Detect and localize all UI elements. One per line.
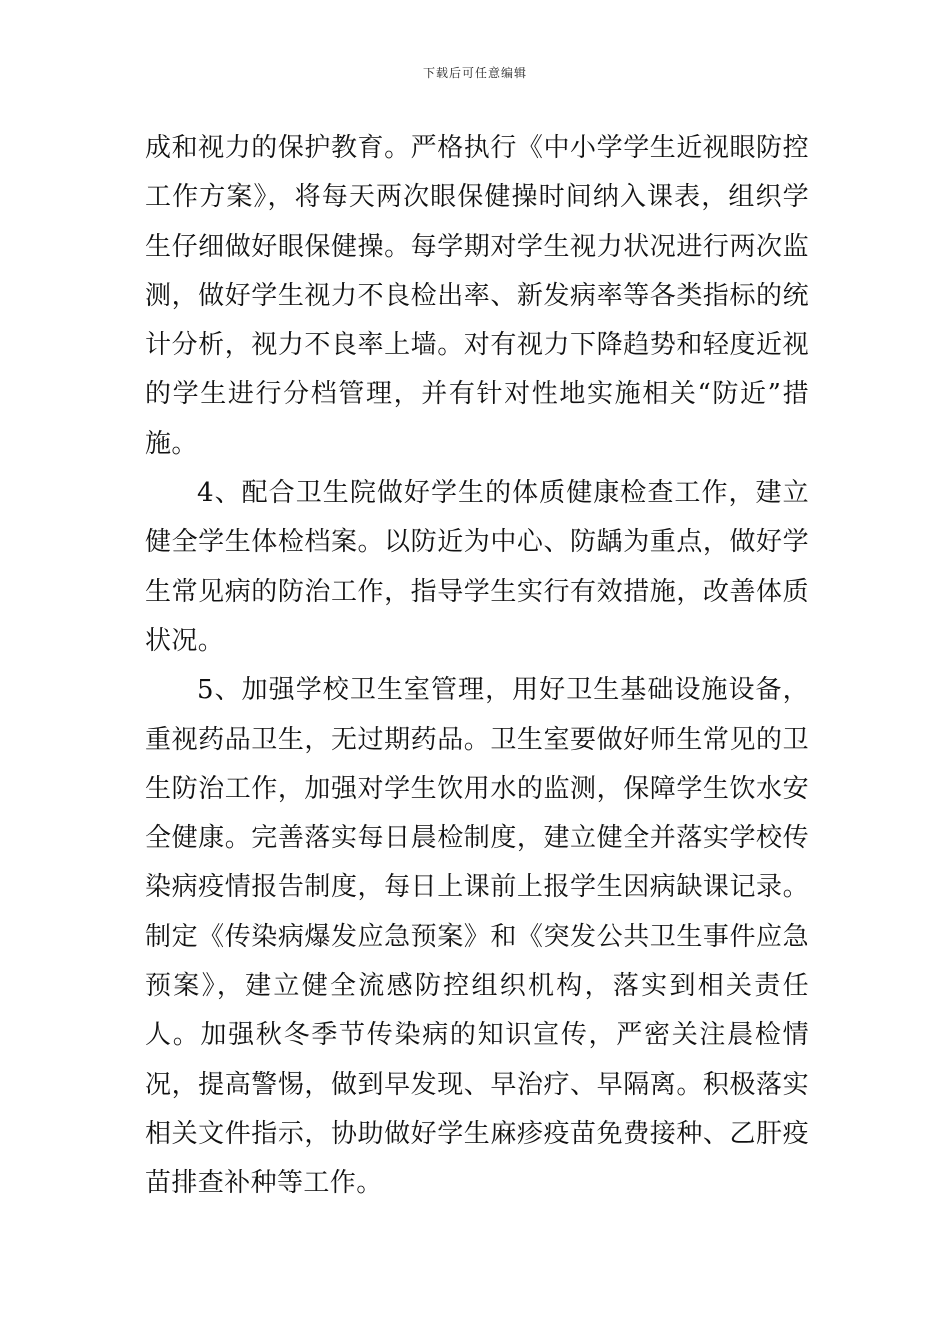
header-editable-note: 下载后可任意编辑 (422, 66, 527, 80)
document-body (145, 124, 809, 1209)
paragraph-item-5-clinic-management: 5、加强学校卫生室管理，用好卫生基础设施设备，重视药品卫生，无过期药品。卫生室要做好师生常见的卫生防治工作，加强对学生饮用水的监测，保障学生饮水安全健康。完善落实每日晨检制度，建立健全并落实学校传染病疫情报告制度，每日上课前上报学生因病缺课记录。制定《传染病爆发应急预案》和《突发公共卫生事件应急预案》，建立健全流感防控组织机构，落实到相关责任人。加强秋冬季节传染病的知识宣传，严密关注晨检情况，提高警惕，做到早发现、早治疗、早隔离。积极落实相关文件指示，协助做好学生麻疹疫苗免费接种、乙肝疫苗排查补种等工作。 (145, 675, 809, 1199)
paragraph-eye-care: 成和视力的保护教育。严格执行《中小学学生近视眼防控工作方案》，将每天两次眼保健操时间纳入课表，组织学生仔细做好眼保健操。每学期对学生视力状况进行两次监测，做好学生视力不良检出率、新发病率等各类指标的统计分析，视力不良率上墙。对有视力下降趋势和轻度近视的学生进行分档管理，并有针对性地实施相关“防近”措施。 (145, 133, 809, 459)
paragraph-item-4-health-check: 4、配合卫生院做好学生的体质健康检查工作，建立健全学生体检档案。以防近为中心、防龋为重点，做好学生常见病的防治工作，指导学生实行有效措施，改善体质状况。 (145, 478, 809, 656)
